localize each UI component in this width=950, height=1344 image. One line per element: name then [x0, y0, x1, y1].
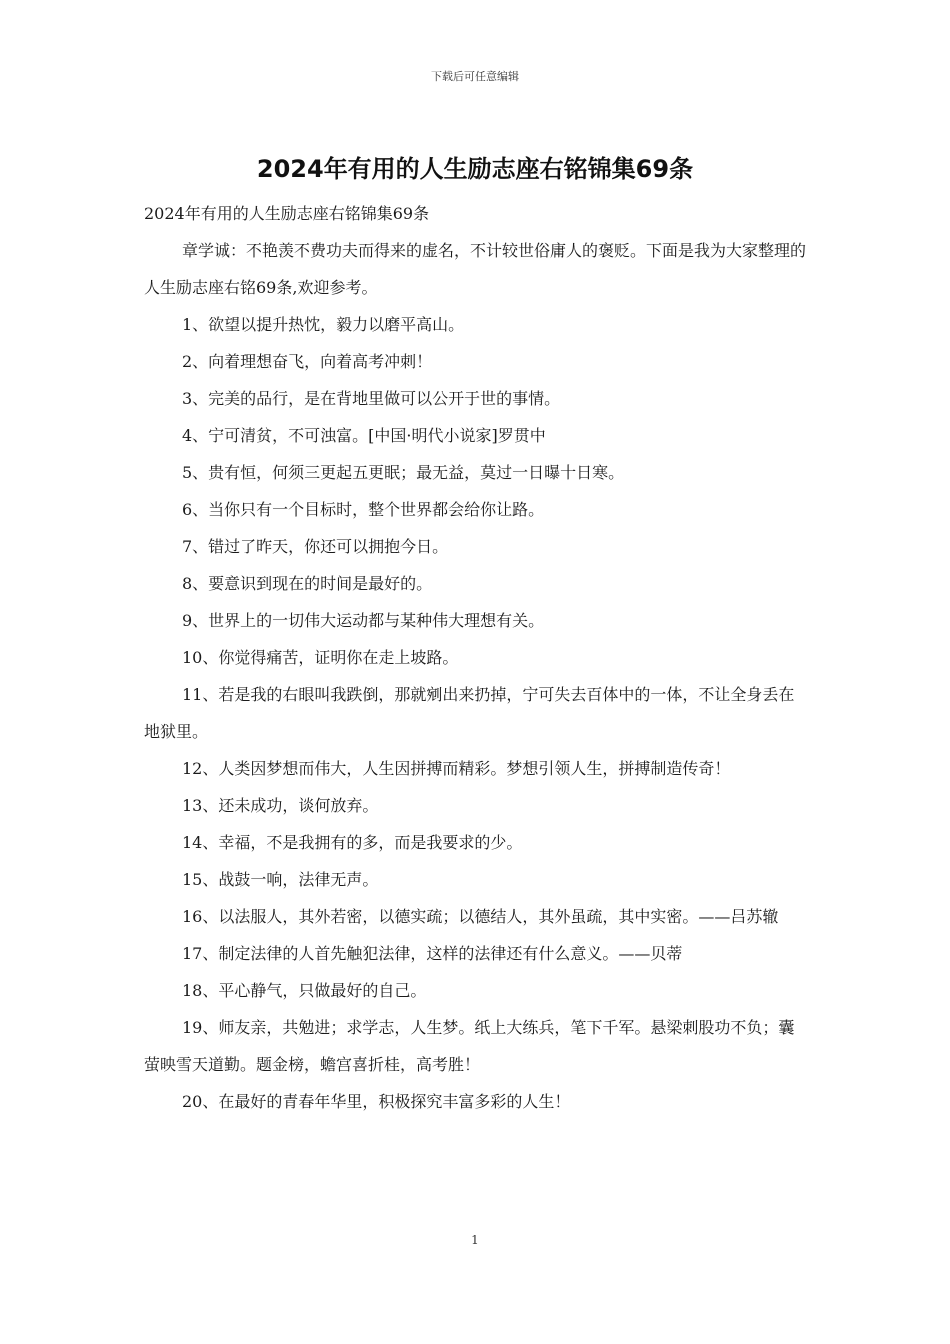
list-item: 13、还未成功，谈何放弃。	[182, 796, 379, 815]
list-item: 20、在最好的青春年华里，积极探究丰富多彩的人生！	[182, 1092, 571, 1111]
document-subtitle: 2024年有用的人生励志座右铭锦集69条	[144, 204, 430, 223]
list-item: 15、战鼓一响，法律无声。	[182, 870, 379, 889]
list-item: 1、欲望以提升热忱，毅力以磨平高山。	[182, 315, 465, 334]
list-item: 18、平心静气，只做最好的自己。	[182, 981, 427, 1000]
document-body	[144, 195, 810, 1120]
list-item: 7、错过了昨天，你还可以拥抱今日。	[182, 537, 449, 556]
list-item: 2、向着理想奋飞，向着高考冲刺！	[182, 352, 433, 371]
list-item: 8、要意识到现在的时间是最好的。	[182, 574, 433, 593]
list-item: 6、当你只有一个目标时，整个世界都会给你让路。	[182, 500, 545, 519]
list-item: 14、幸福，不是我拥有的多，而是我要求的少。	[182, 833, 523, 852]
list-item: 12、人类因梦想而伟大，人生因拼搏而精彩。梦想引领人生，拼搏制造传奇！	[182, 759, 731, 778]
list-item: 16、以法服人，其外若密，以德实疏；以德结人，其外虽疏，其中实密。——吕苏辙	[182, 907, 779, 926]
list-item: 19、师友亲，共勉进；求学志，人生梦。纸上大练兵，笔下千军。悬梁刺股功不负；囊萤映雪天道勤。题金榜，蟾宫喜折桂，高考胜！	[144, 1018, 795, 1074]
intro-paragraph: 章学诚：不艳羡不费功夫而得来的虚名，不计较世俗庸人的褒贬。下面是我为大家整理的人生励志座右铭69条,欢迎参考。	[144, 241, 807, 297]
list-item: 9、世界上的一切伟大运动都与某种伟大理想有关。	[182, 611, 545, 630]
header-note: 下载后可任意编辑	[431, 70, 519, 83]
list-item: 17、制定法律的人首先触犯法律，这样的法律还有什么意义。——贝蒂	[182, 944, 683, 963]
document-title: 2024年有用的人生励志座右铭锦集69条	[256, 155, 694, 183]
list-item: 5、贵有恒，何须三更起五更眠；最无益，莫过一日曝十日寒。	[182, 463, 625, 482]
list-item: 4、宁可清贫，不可浊富。[中国·明代小说家]罗贯中	[182, 426, 546, 445]
list-item: 3、完美的品行，是在背地里做可以公开于世的事情。	[182, 389, 561, 408]
list-item: 10、你觉得痛苦，证明你在走上坡路。	[182, 648, 459, 667]
list-item: 11、若是我的右眼叫我跌倒，那就剜出来扔掉，宁可失去百体中的一体，不让全身丢在地狱里。	[144, 685, 795, 741]
page-number: 1	[471, 1233, 479, 1247]
